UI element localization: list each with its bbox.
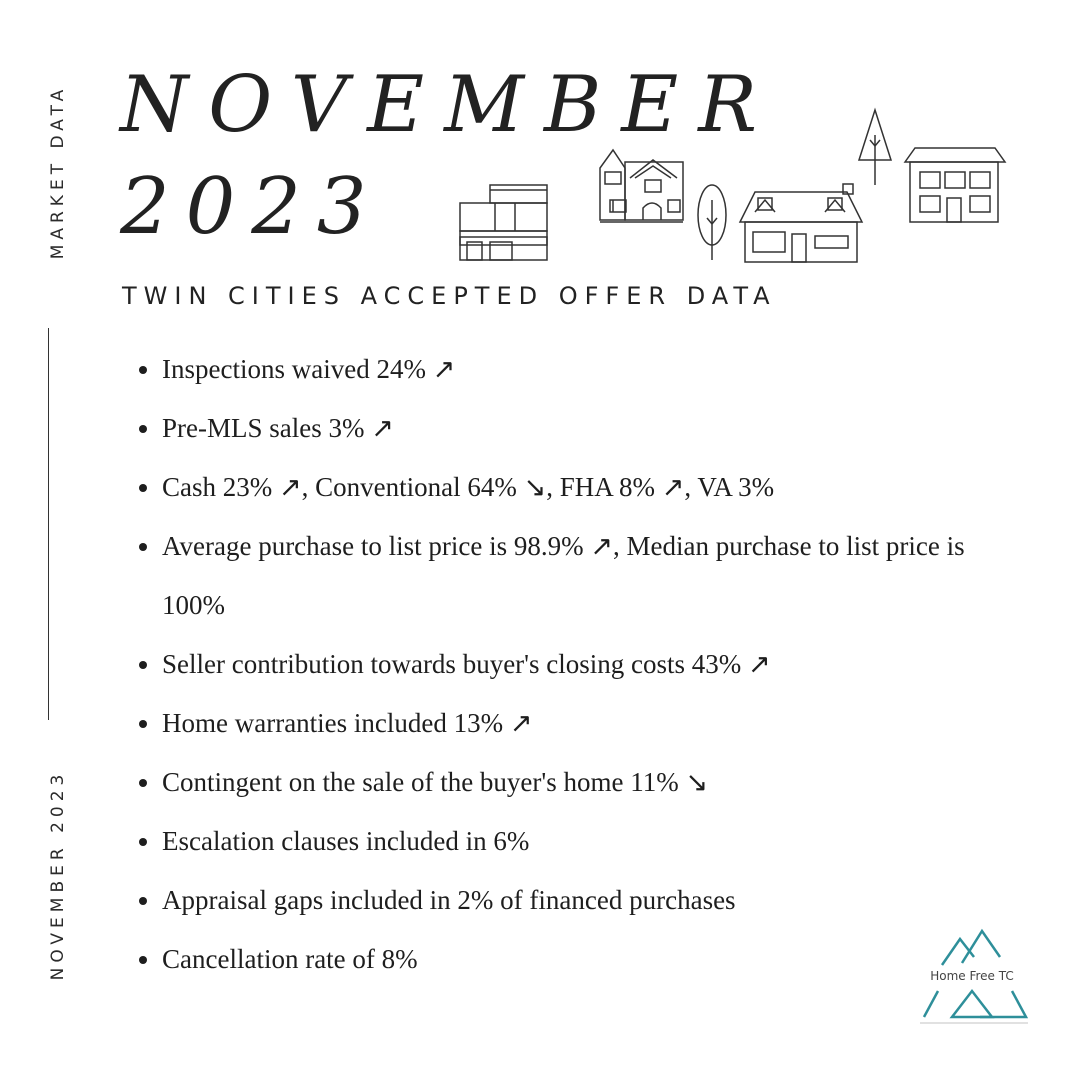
list-item: • Cancellation rate of 8% — [162, 930, 1012, 989]
offer-stats-list — [140, 340, 1012, 989]
modern-house-icon — [460, 185, 547, 260]
list-item: • Home warranties included 13% ↗ — [162, 694, 1012, 753]
list-item: • Pre-MLS sales 3% ↗ — [162, 399, 1012, 458]
side-label-date: NOVEMBER 2023 — [48, 769, 68, 981]
list-item: • Appraisal gaps included in 2% of financed purchases — [162, 871, 1012, 930]
home-free-tc-logo — [912, 925, 1032, 1027]
houses-illustration-icon — [455, 100, 1015, 270]
subtitle: TWIN CITIES ACCEPTED OFFER DATA — [122, 282, 777, 310]
list-item: • Cash 23% ↗, Conventional 64% ↘, FHA 8% ↗, VA 3% — [162, 458, 1012, 517]
cape-cod-house-icon — [740, 184, 862, 262]
title-month: NOVEMBER — [120, 60, 777, 150]
tudor-house-icon — [600, 150, 683, 222]
side-divider — [48, 328, 49, 720]
list-item: • Escalation clauses included in 6% — [162, 812, 1012, 871]
side-label-market-data: MARKET DATA — [48, 84, 68, 260]
title-year: 2023 — [120, 162, 383, 252]
oval-tree-icon — [698, 185, 726, 260]
triangle-tree-icon — [859, 110, 891, 185]
list-item: • Seller contribution towards buyer's closing costs 43% ↗ — [162, 635, 1012, 694]
list-item: • Average purchase to list price is 98.9% ↗, Median purchase to list price is 100% — [162, 517, 1012, 635]
colonial-house-icon — [905, 148, 1005, 222]
list-item: • Contingent on the sale of the buyer's home 11% ↘ — [162, 753, 1012, 812]
list-item: • Inspections waived 24% ↗ — [162, 340, 1012, 399]
logo-text: Home Free TC — [930, 969, 1014, 983]
